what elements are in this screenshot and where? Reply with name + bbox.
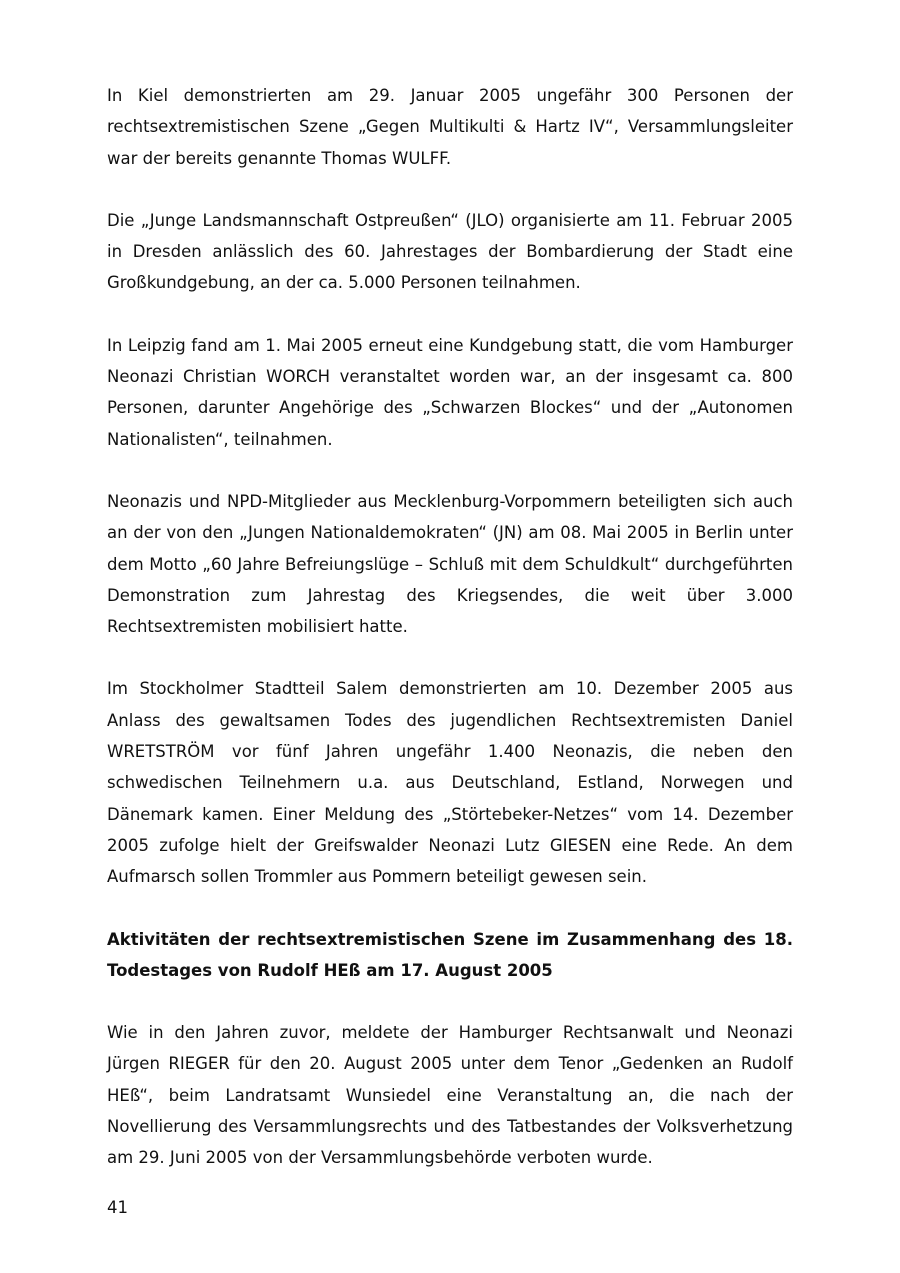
section-heading: Aktivitäten der rechtsextremistischen Szene im Zusammenhang des 18. Todestages von Rudolf HEß am 17. August 2005 [107, 929, 793, 980]
document-page [107, 80, 793, 1205]
paragraph-dresden: Die „Junge Landsmannschaft Ostpreußen“ (JLO) organisierte am 11. Februar 2005 in Dresden anlässlich des 60. Jahrestages der Bombardierung der Stadt eine Großkundgebung, an der ca. 5.000 Personen teilnahmen. [107, 210, 793, 293]
paragraph-leipzig: In Leipzig fand am 1. Mai 2005 erneut eine Kundgebung statt, die vom Hamburger Neonazi Christian WORCH veranstaltet worden war, an der insgesamt ca. 800 Personen, darunter Angehörige des „Schwarzen Blockes“ und der „Autonomen Nationalisten“, teilnahmen. [107, 335, 793, 449]
paragraph-stockholm: Im Stockholmer Stadtteil Salem demonstrierten am 10. Dezember 2005 aus Anlass des gewaltsamen Todes des jugendlichen Rechtsextremisten Daniel WRETSTRÖM vor fünf Jahren ungefähr 1.400 Neonazis, die neben den schwedischen Teilnehmern u.a. aus Deutschland, Estland, Norwegen und Dänemark kamen. Einer Meldung des „Störtebeker-Netzes“ vom 14. Dezember 2005 zufolge hielt der Greifswalder Neonazi Lutz GIESEN eine Rede. An dem Aufmarsch sollen Trommler aus Pommern beteiligt gewesen sein. [107, 679, 793, 887]
paragraph-wunsiedel: Wie in den Jahren zuvor, meldete der Hamburger Rechtsanwalt und Neonazi Jürgen RIEGER für den 20. August 2005 unter dem Tenor „Gedenken an Rudolf HEß“, beim Landratsamt Wunsiedel eine Veranstaltung an, die nach der Novellierung des Versammlungsrechts und des Tatbestandes der Volksverhetzung am 29. Juni 2005 von der Versammlungsbehörde verboten wurde. [107, 1023, 793, 1168]
paragraph-berlin: Neonazis und NPD-Mitglieder aus Mecklenburg-Vorpommern beteiligten sich auch an der von den „Jungen Nationaldemokraten“ (JN) am 08. Mai 2005 in Berlin unter dem Motto „60 Jahre Befreiungslüge – Schluß mit dem Schuldkult“ durchgeführten Demonstration zum Jahrestag des Kriegsendes, die weit über 3.000 Rechtsextremisten mobilisiert hatte. [107, 491, 793, 637]
paragraph-kiel: In Kiel demonstrierten am 29. Januar 2005 ungefähr 300 Personen der rechtsextremistischen Szene „Gegen Multikulti & Hartz IV“, Versammlungsleiter war der bereits genannte Thomas WULFF. [107, 86, 793, 168]
page-number: 41 [107, 1198, 128, 1217]
